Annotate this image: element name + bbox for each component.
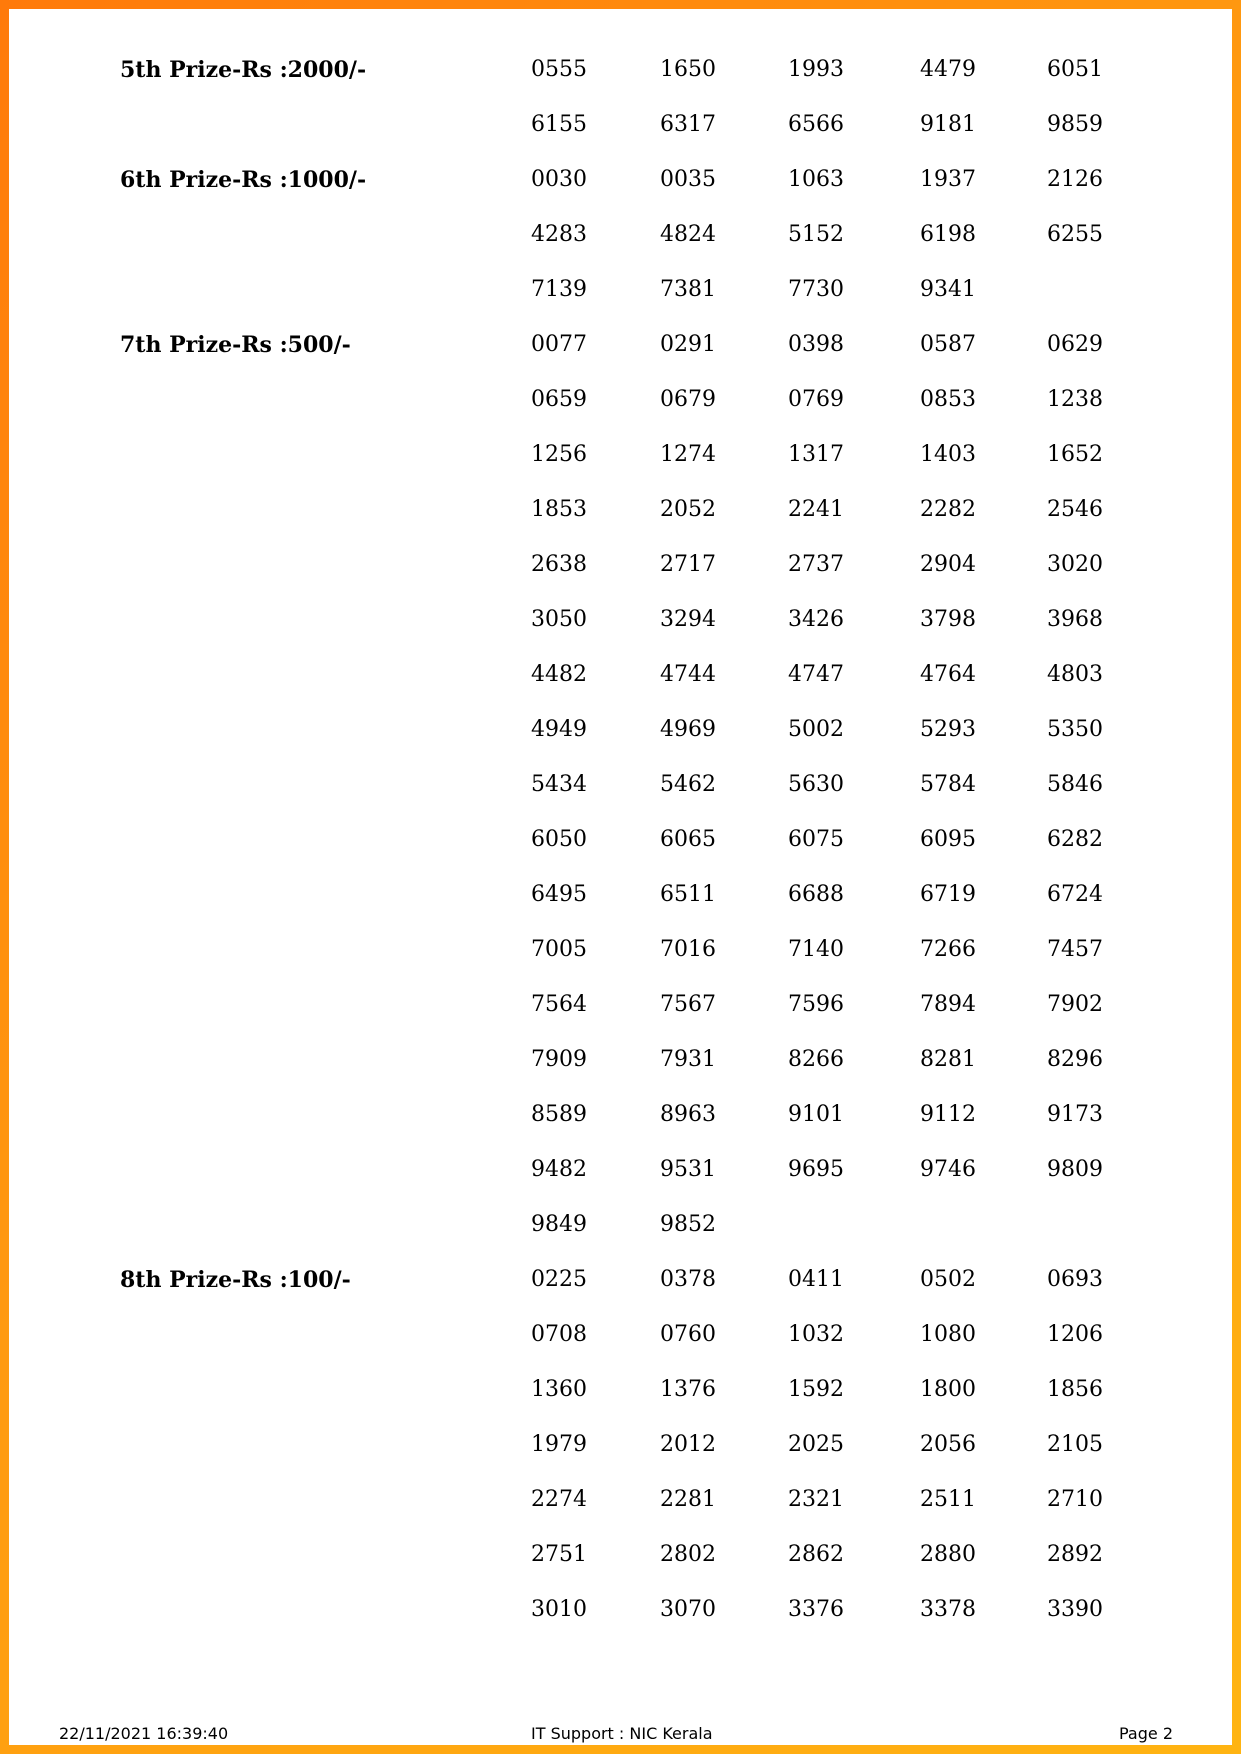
winning-number: 1652	[1047, 442, 1103, 467]
prize-row	[9, 319, 1232, 374]
winning-number: 6065	[660, 827, 716, 852]
winning-number: 9809	[1047, 1157, 1103, 1182]
winning-number: 3010	[531, 1597, 587, 1622]
winning-number: 2751	[531, 1542, 587, 1567]
winning-number: 3968	[1047, 607, 1103, 632]
winning-number: 6724	[1047, 882, 1103, 907]
winning-number: 9341	[920, 277, 976, 302]
winning-number: 0502	[920, 1267, 976, 1292]
winning-number: 5002	[788, 717, 844, 742]
prize-row	[9, 209, 1232, 264]
winning-number: 9112	[920, 1102, 976, 1127]
footer-datetime: 22/11/2021 16:39:40	[59, 1724, 229, 1743]
winning-number: 2737	[788, 552, 844, 577]
winning-number: 9859	[1047, 112, 1103, 137]
winning-number: 6155	[531, 112, 587, 137]
prize-row	[9, 759, 1232, 814]
winning-number: 6051	[1047, 57, 1103, 82]
winning-number: 2241	[788, 497, 844, 522]
winning-number: 6050	[531, 827, 587, 852]
winning-number: 2862	[788, 1542, 844, 1567]
winning-number: 7564	[531, 992, 587, 1017]
footer-support: IT Support : NIC Kerala	[531, 1724, 713, 1743]
winning-number: 0693	[1047, 1267, 1103, 1292]
winning-number: 9482	[531, 1157, 587, 1182]
winning-number: 2546	[1047, 497, 1103, 522]
prize-row	[9, 154, 1232, 209]
winning-number: 3378	[920, 1597, 976, 1622]
winning-number: 4969	[660, 717, 716, 742]
winning-number: 1403	[920, 442, 976, 467]
winning-number: 7567	[660, 992, 716, 1017]
winning-number: 0853	[920, 387, 976, 412]
winning-number: 1080	[920, 1322, 976, 1347]
winning-number: 4744	[660, 662, 716, 687]
winning-number: 7266	[920, 937, 976, 962]
winning-number: 7730	[788, 277, 844, 302]
document-page	[9, 9, 1232, 1745]
winning-number: 8296	[1047, 1047, 1103, 1072]
winning-number: 1032	[788, 1322, 844, 1347]
winning-number: 6495	[531, 882, 587, 907]
winning-number: 1937	[920, 167, 976, 192]
winning-number: 7005	[531, 937, 587, 962]
winning-number: 5434	[531, 772, 587, 797]
winning-number: 1360	[531, 1377, 587, 1402]
winning-number: 3050	[531, 607, 587, 632]
winning-number: 9101	[788, 1102, 844, 1127]
footer-page-number: Page 2	[1119, 1724, 1173, 1743]
winning-number: 8266	[788, 1047, 844, 1072]
winning-number: 0225	[531, 1267, 587, 1292]
winning-number: 0030	[531, 167, 587, 192]
winning-number: 0769	[788, 387, 844, 412]
prize-row	[9, 704, 1232, 759]
winning-number: 8589	[531, 1102, 587, 1127]
prize-row	[9, 1309, 1232, 1364]
prize-row	[9, 429, 1232, 484]
winning-number: 1256	[531, 442, 587, 467]
winning-number: 6255	[1047, 222, 1103, 247]
prize-row	[9, 374, 1232, 429]
winning-number: 4803	[1047, 662, 1103, 687]
prize-row	[9, 924, 1232, 979]
winning-number: 3376	[788, 1597, 844, 1622]
winning-number: 2282	[920, 497, 976, 522]
winning-number: 9531	[660, 1157, 716, 1182]
winning-number: 2802	[660, 1542, 716, 1567]
winning-number: 0077	[531, 332, 587, 357]
prize-row	[9, 99, 1232, 154]
winning-number: 4747	[788, 662, 844, 687]
prize-label: 5th Prize-Rs :2000/-	[120, 57, 367, 83]
winning-number: 6282	[1047, 827, 1103, 852]
winning-number: 8963	[660, 1102, 716, 1127]
winning-number: 9695	[788, 1157, 844, 1182]
winning-number: 0760	[660, 1322, 716, 1347]
winning-number: 1856	[1047, 1377, 1103, 1402]
winning-number: 2281	[660, 1487, 716, 1512]
prize-row	[9, 44, 1232, 99]
winning-number: 0291	[660, 332, 716, 357]
winning-number: 6719	[920, 882, 976, 907]
winning-number: 7909	[531, 1047, 587, 1072]
winning-number: 0378	[660, 1267, 716, 1292]
winning-number: 1206	[1047, 1322, 1103, 1347]
winning-number: 4482	[531, 662, 587, 687]
winning-number: 5293	[920, 717, 976, 742]
winning-number: 2638	[531, 552, 587, 577]
winning-number: 1650	[660, 57, 716, 82]
winning-number: 1853	[531, 497, 587, 522]
winning-number: 9181	[920, 112, 976, 137]
winning-number: 8281	[920, 1047, 976, 1072]
winning-number: 1317	[788, 442, 844, 467]
prize-row	[9, 264, 1232, 319]
winning-number: 3390	[1047, 1597, 1103, 1622]
winning-number: 0555	[531, 57, 587, 82]
winning-number: 0398	[788, 332, 844, 357]
prize-row	[9, 1584, 1232, 1639]
prize-label: 7th Prize-Rs :500/-	[120, 332, 351, 358]
prize-results	[9, 44, 1232, 1639]
winning-number: 9746	[920, 1157, 976, 1182]
winning-number: 3070	[660, 1597, 716, 1622]
winning-number: 1800	[920, 1377, 976, 1402]
prize-row	[9, 1034, 1232, 1089]
winning-number: 0629	[1047, 332, 1103, 357]
winning-number: 7140	[788, 937, 844, 962]
winning-number: 6317	[660, 112, 716, 137]
winning-number: 9173	[1047, 1102, 1103, 1127]
prize-row	[9, 869, 1232, 924]
winning-number: 2321	[788, 1487, 844, 1512]
prize-row	[9, 1529, 1232, 1584]
winning-number: 6075	[788, 827, 844, 852]
winning-number: 7931	[660, 1047, 716, 1072]
prize-row	[9, 484, 1232, 539]
winning-number: 0659	[531, 387, 587, 412]
winning-number: 2126	[1047, 167, 1103, 192]
winning-number: 2105	[1047, 1432, 1103, 1457]
winning-number: 7894	[920, 992, 976, 1017]
winning-number: 0587	[920, 332, 976, 357]
winning-number: 2012	[660, 1432, 716, 1457]
winning-number: 5152	[788, 222, 844, 247]
prize-row	[9, 1419, 1232, 1474]
winning-number: 4479	[920, 57, 976, 82]
winning-number: 5846	[1047, 772, 1103, 797]
winning-number: 4949	[531, 717, 587, 742]
winning-number: 1376	[660, 1377, 716, 1402]
prize-row	[9, 594, 1232, 649]
prize-row	[9, 1089, 1232, 1144]
prize-row	[9, 1254, 1232, 1309]
winning-number: 2056	[920, 1432, 976, 1457]
winning-number: 1063	[788, 167, 844, 192]
prize-row	[9, 1474, 1232, 1529]
winning-number: 1993	[788, 57, 844, 82]
winning-number: 0411	[788, 1267, 844, 1292]
prize-row	[9, 539, 1232, 594]
winning-number: 7902	[1047, 992, 1103, 1017]
winning-number: 1238	[1047, 387, 1103, 412]
winning-number: 2717	[660, 552, 716, 577]
winning-number: 2710	[1047, 1487, 1103, 1512]
prize-row	[9, 979, 1232, 1034]
winning-number: 7381	[660, 277, 716, 302]
winning-number: 6198	[920, 222, 976, 247]
prize-row	[9, 649, 1232, 704]
prize-label: 6th Prize-Rs :1000/-	[120, 167, 367, 193]
winning-number: 3426	[788, 607, 844, 632]
winning-number: 7457	[1047, 937, 1103, 962]
winning-number: 2880	[920, 1542, 976, 1567]
winning-number: 0035	[660, 167, 716, 192]
prize-row	[9, 1144, 1232, 1199]
winning-number: 3798	[920, 607, 976, 632]
winning-number: 3020	[1047, 552, 1103, 577]
winning-number: 1592	[788, 1377, 844, 1402]
winning-number: 6566	[788, 112, 844, 137]
winning-number: 2904	[920, 552, 976, 577]
winning-number: 2052	[660, 497, 716, 522]
winning-number: 5462	[660, 772, 716, 797]
prize-row	[9, 1364, 1232, 1419]
winning-number: 3294	[660, 607, 716, 632]
winning-number: 2511	[920, 1487, 976, 1512]
winning-number: 0679	[660, 387, 716, 412]
winning-number: 4824	[660, 222, 716, 247]
winning-number: 0708	[531, 1322, 587, 1347]
winning-number: 5350	[1047, 717, 1103, 742]
winning-number: 5784	[920, 772, 976, 797]
winning-number: 9849	[531, 1212, 587, 1237]
winning-number: 2274	[531, 1487, 587, 1512]
winning-number: 7016	[660, 937, 716, 962]
winning-number: 6095	[920, 827, 976, 852]
winning-number: 6511	[660, 882, 716, 907]
winning-number: 9852	[660, 1212, 716, 1237]
winning-number: 7139	[531, 277, 587, 302]
winning-number: 4764	[920, 662, 976, 687]
winning-number: 4283	[531, 222, 587, 247]
winning-number: 7596	[788, 992, 844, 1017]
prize-row	[9, 814, 1232, 869]
winning-number: 2025	[788, 1432, 844, 1457]
winning-number: 1979	[531, 1432, 587, 1457]
winning-number: 6688	[788, 882, 844, 907]
prize-label: 8th Prize-Rs :100/-	[120, 1267, 351, 1293]
prize-row	[9, 1199, 1232, 1254]
winning-number: 2892	[1047, 1542, 1103, 1567]
winning-number: 5630	[788, 772, 844, 797]
winning-number: 1274	[660, 442, 716, 467]
